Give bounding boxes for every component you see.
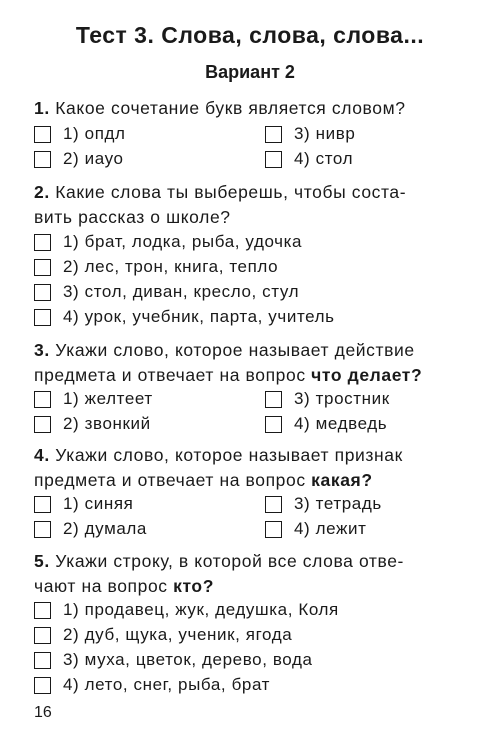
checkbox[interactable]	[34, 259, 51, 276]
checkbox[interactable]	[34, 496, 51, 513]
q3-option-2[interactable]	[34, 413, 151, 435]
option-label: 2) иауо	[63, 149, 124, 168]
checkbox[interactable]	[34, 416, 51, 433]
option-label: 3) нивр	[294, 124, 356, 143]
question-text-line-1: Какие слова ты выберешь, чтобы соста-	[55, 182, 407, 202]
question-5	[34, 549, 474, 599]
variant-label: Вариант 2	[205, 62, 295, 82]
checkbox[interactable]	[34, 677, 51, 694]
option-label: 4) медведь	[294, 414, 388, 433]
checkbox[interactable]	[34, 627, 51, 644]
checkbox[interactable]	[265, 126, 282, 143]
question-number: 2.	[34, 182, 50, 202]
q2-option-3[interactable]	[34, 281, 299, 303]
question-keyword: что делает?	[311, 365, 423, 385]
q4-option-3[interactable]	[265, 493, 382, 515]
question-3	[34, 338, 474, 388]
checkbox[interactable]	[34, 151, 51, 168]
q4-option-2[interactable]	[34, 518, 147, 540]
option-label: 1) продавец, жук, дедушка, Коля	[63, 600, 339, 619]
option-label: 4) стол	[294, 149, 354, 168]
q1-option-4[interactable]	[265, 148, 353, 170]
q2-option-4[interactable]	[34, 306, 335, 328]
question-text-line-2: предмета и отвечает на вопрос	[34, 470, 306, 490]
question-text-line-2: чают на вопрос	[34, 576, 168, 596]
question-number: 1.	[34, 98, 50, 118]
test-title: Тест 3. Слова, слова, слова...	[75, 22, 425, 48]
question-number: 4.	[34, 445, 50, 465]
option-label: 1) брат, лодка, рыба, удочка	[63, 232, 303, 251]
q5-option-3[interactable]	[34, 649, 313, 671]
question-text-line-1: Укажи слово, которое называет действие	[55, 340, 415, 360]
option-label: 1) опдл	[63, 124, 126, 143]
option-label: 2) думала	[63, 519, 147, 538]
question-2	[34, 180, 474, 230]
q3-option-3[interactable]	[265, 388, 390, 410]
q3-option-1[interactable]	[34, 388, 153, 410]
checkbox[interactable]	[34, 391, 51, 408]
checkbox[interactable]	[34, 652, 51, 669]
q5-option-1[interactable]	[34, 599, 339, 621]
option-label: 3) стол, диван, кресло, стул	[63, 282, 300, 301]
option-label: 1) синяя	[63, 494, 134, 513]
question-number: 5.	[34, 551, 50, 571]
question-1	[34, 96, 474, 121]
q5-option-2[interactable]	[34, 624, 292, 646]
option-label: 2) звонкий	[63, 414, 151, 433]
question-4	[34, 443, 474, 493]
checkbox[interactable]	[265, 151, 282, 168]
q2-option-1[interactable]	[34, 231, 302, 253]
checkbox[interactable]	[34, 521, 51, 538]
q3-option-4[interactable]	[265, 413, 387, 435]
checkbox[interactable]	[34, 126, 51, 143]
checkbox[interactable]	[34, 234, 51, 251]
checkbox[interactable]	[265, 416, 282, 433]
option-label: 3) тростник	[294, 389, 390, 408]
q1-option-3[interactable]	[265, 123, 355, 145]
checkbox[interactable]	[34, 284, 51, 301]
option-label: 4) лежит	[294, 519, 367, 538]
option-label: 4) урок, учебник, парта, учитель	[63, 307, 335, 326]
option-label: 3) тетрадь	[294, 494, 382, 513]
question-text-line-2: вить рассказ о школе?	[34, 207, 231, 227]
question-keyword: кто?	[173, 576, 215, 596]
option-label: 4) лето, снег, рыба, брат	[63, 675, 271, 694]
page-number: 16	[34, 704, 52, 721]
option-label: 3) муха, цветок, дерево, вода	[63, 650, 313, 669]
option-label: 2) дуб, щука, ученик, ягода	[63, 625, 293, 644]
question-keyword: какая?	[311, 470, 373, 490]
option-label: 2) лес, трон, книга, тепло	[63, 257, 279, 276]
q4-option-1[interactable]	[34, 493, 133, 515]
question-text-line-2: предмета и отвечает на вопрос	[34, 365, 306, 385]
q5-option-4[interactable]	[34, 674, 270, 696]
checkbox[interactable]	[265, 496, 282, 513]
q4-option-4[interactable]	[265, 518, 366, 540]
option-label: 1) желтеет	[63, 389, 153, 408]
q1-option-2[interactable]	[34, 148, 124, 170]
question-text-line-1: Укажи слово, которое называет признак	[55, 445, 403, 465]
checkbox[interactable]	[34, 309, 51, 326]
q1-option-1[interactable]	[34, 123, 126, 145]
checkbox[interactable]	[34, 602, 51, 619]
question-number: 3.	[34, 340, 50, 360]
q2-option-2[interactable]	[34, 256, 278, 278]
checkbox[interactable]	[265, 391, 282, 408]
question-text-line-1: Укажи строку, в которой все слова отве-	[55, 551, 404, 571]
checkbox[interactable]	[265, 521, 282, 538]
question-text: Какое сочетание букв является словом?	[55, 98, 406, 118]
